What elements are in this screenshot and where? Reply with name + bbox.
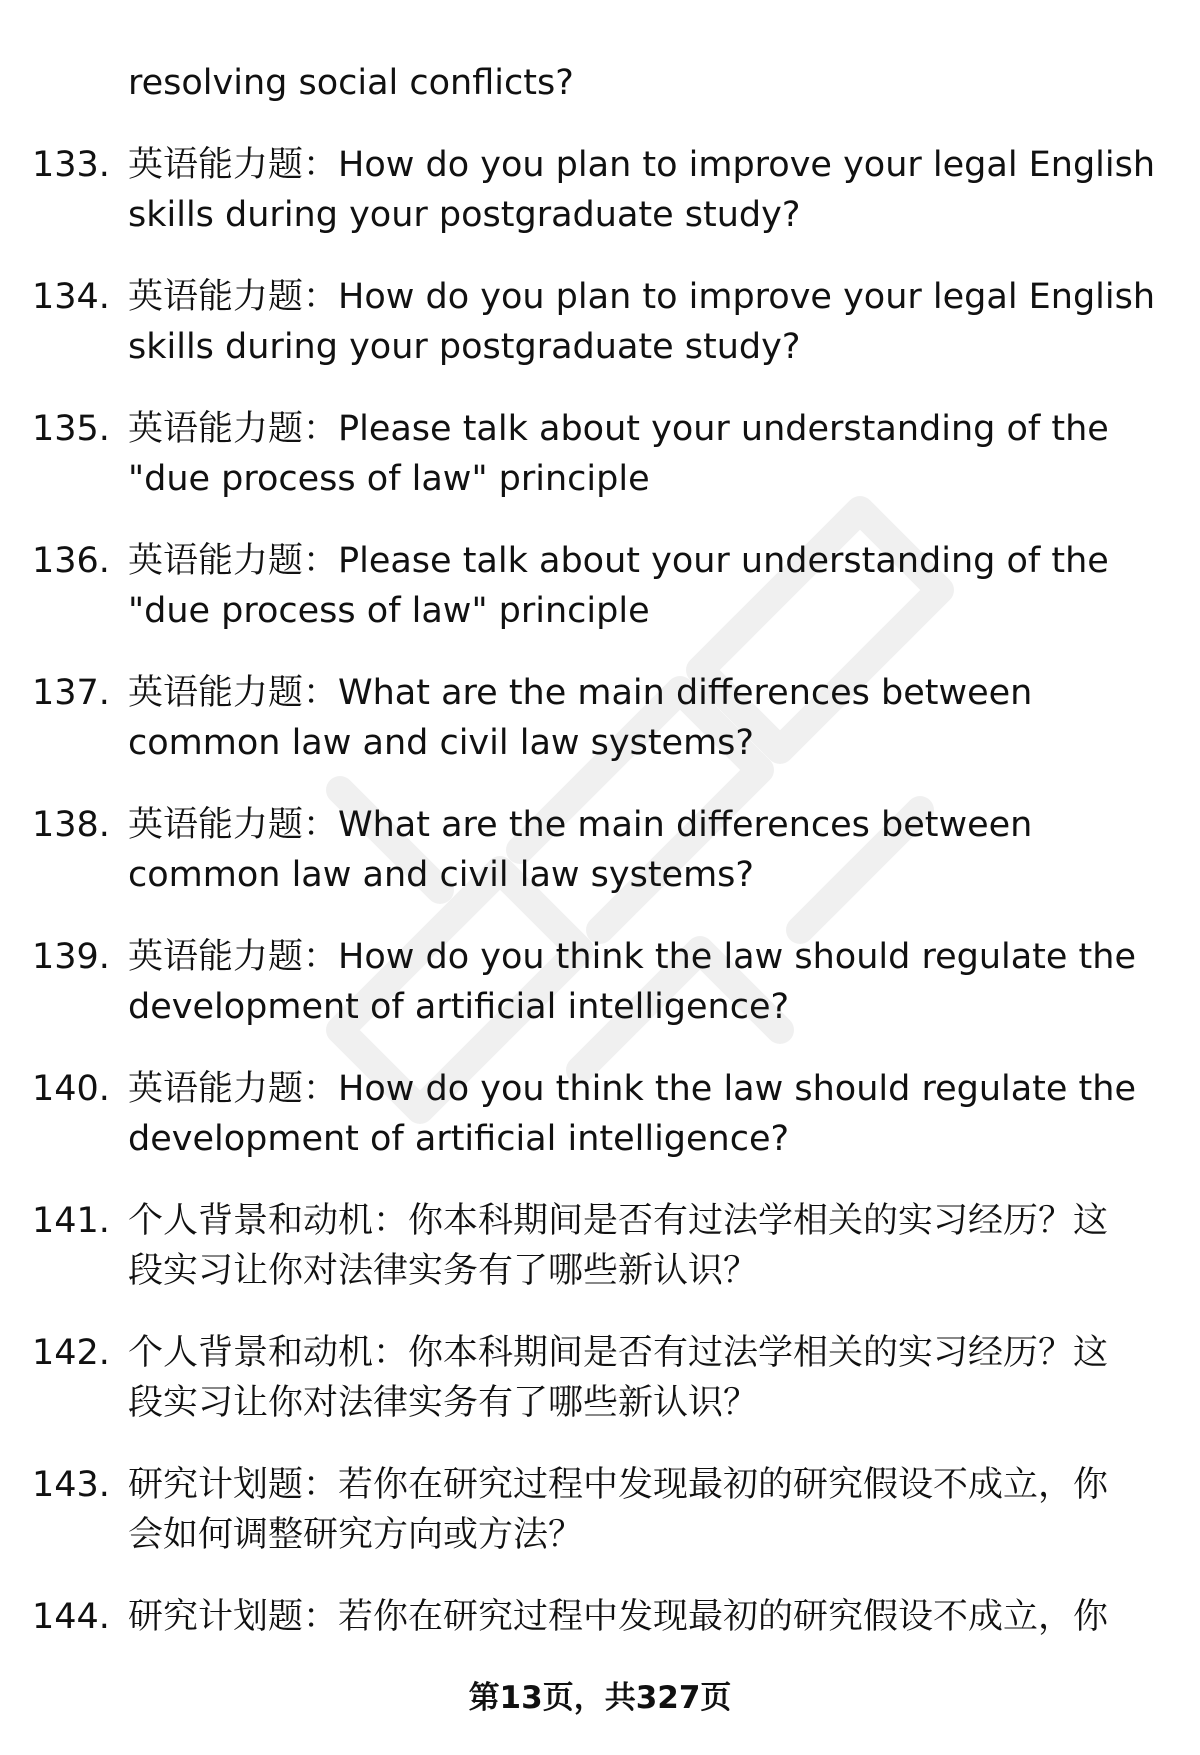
question-item (0, 1328, 1200, 1460)
question-line: 英语能力题：How do you plan to improve your legal English (128, 277, 1156, 317)
question-line: 个人背景和动机：你本科期间是否有过法学相关的实习经历？这 (128, 1201, 1109, 1241)
question-text (128, 1460, 1173, 1560)
question-line: 英语能力题：What are the main differences between (128, 673, 1033, 713)
question-number: 134. (32, 277, 110, 317)
question-text (128, 140, 1173, 240)
question-line: common law and civil law systems? (128, 723, 754, 763)
question-line: "due process of law" principle (128, 591, 650, 631)
question-number: 142. (32, 1333, 110, 1373)
question-line: 英语能力题：How do you think the law should regulate the (128, 937, 1136, 977)
question-line: 英语能力题：Please talk about your understanding of the (128, 409, 1109, 449)
question-number: 141. (32, 1201, 110, 1241)
question-number: 143. (32, 1465, 110, 1505)
question-item (0, 668, 1200, 800)
question-text (128, 272, 1173, 372)
question-text (128, 932, 1173, 1032)
question-text (128, 1328, 1173, 1428)
question-item (0, 1064, 1200, 1196)
question-text (128, 536, 1173, 636)
question-line: 研究计划题：若你在研究过程中发现最初的研究假设不成立，你 (128, 1597, 1109, 1637)
question-number: 144. (32, 1597, 110, 1637)
question-line: development of artificial intelligence? (128, 987, 790, 1027)
question-number: 139. (32, 937, 110, 977)
question-line: 英语能力题：What are the main differences between (128, 805, 1033, 845)
question-item (0, 932, 1200, 1064)
question-number: 135. (32, 409, 110, 449)
question-number: 140. (32, 1069, 110, 1109)
question-line: "due process of law" principle (128, 459, 650, 499)
question-line: 英语能力题：Please talk about your understanding of the (128, 541, 1109, 581)
question-line: 个人背景和动机：你本科期间是否有过法学相关的实习经历？这 (128, 1333, 1109, 1373)
question-item (0, 272, 1200, 404)
question-number: 136. (32, 541, 110, 581)
question-line: skills during your postgraduate study? (128, 327, 801, 367)
question-item (0, 140, 1200, 272)
question-item (0, 800, 1200, 932)
question-line: common law and civil law systems? (128, 855, 754, 895)
question-line: 研究计划题：若你在研究过程中发现最初的研究假设不成立，你 (128, 1465, 1109, 1505)
question-line: 会如何调整研究方向或方法？ (128, 1515, 584, 1555)
question-text (128, 1592, 1173, 1642)
question-item (0, 536, 1200, 668)
question-line: 英语能力题：How do you plan to improve your legal English (128, 145, 1156, 185)
question-list (0, 140, 1200, 1724)
question-line: 段实习让你对法律实务有了哪些新认识？ (128, 1383, 759, 1423)
question-text (128, 668, 1173, 768)
question-text (128, 404, 1173, 504)
continuation-text: resolving social conflicts? (128, 63, 574, 103)
question-number: 137. (32, 673, 110, 713)
question-text (128, 1064, 1173, 1164)
question-number: 138. (32, 805, 110, 845)
question-item (0, 1460, 1200, 1592)
page-footer: 第13页，共327页 (468, 1680, 732, 1716)
question-line: 段实习让你对法律实务有了哪些新认识？ (128, 1251, 759, 1291)
question-item (0, 1196, 1200, 1328)
question-line: development of artificial intelligence? (128, 1119, 790, 1159)
question-text (128, 1196, 1173, 1296)
question-line: skills during your postgraduate study? (128, 195, 801, 235)
question-item (0, 404, 1200, 536)
question-text (128, 800, 1173, 900)
question-number: 133. (32, 145, 110, 185)
question-line: 英语能力题：How do you think the law should regulate the (128, 1069, 1136, 1109)
